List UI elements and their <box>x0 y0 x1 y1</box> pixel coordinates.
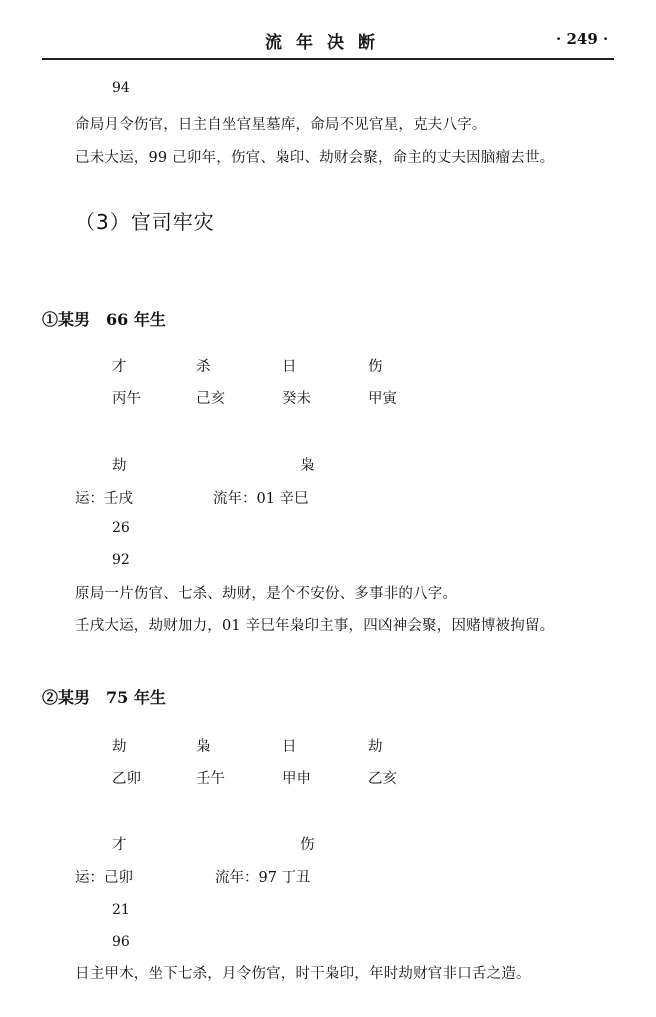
case-2-annual-pillar: 流年：97 丁丑 <box>215 870 311 886</box>
case-2-number-2: 96 <box>112 934 130 950</box>
case-2-luck-pillar: 运：己卯 <box>75 870 133 886</box>
case-2-number-1: 21 <box>112 902 130 918</box>
case-2-god-2: 枭 <box>196 739 211 755</box>
case-1-annual-pillar: 流年：01 辛巳 <box>213 491 309 507</box>
case-1-luck-pillar: 运：壬戌 <box>75 491 133 507</box>
case-2-god-3: 日 <box>282 739 297 755</box>
case-1-pillar-day: 癸未 <box>282 391 311 407</box>
case-2-pillar-year: 乙卯 <box>112 771 141 787</box>
case-2-year-god: 伤 <box>300 837 315 853</box>
case-1-god-3: 日 <box>282 359 297 375</box>
case-2-luck-god: 才 <box>112 837 127 853</box>
case-2-line-1: 日主甲木，坐下七杀，月令伤官，时干枭印，年时劫财官非口舌之造。 <box>75 966 531 982</box>
case-1-number-2: 92 <box>112 552 130 568</box>
page-number: · 249 · <box>556 30 609 48</box>
case-1-line-1: 原局一片伤官、七杀、劫财，是个不安份、多事非的八字。 <box>75 586 458 602</box>
intro-line-1: 命局月令伤官，日主自坐官星墓库，命局不见官星，克夫八字。 <box>75 117 487 133</box>
case-1-pillar-hour: 甲寅 <box>368 391 397 407</box>
running-header-title: 流年决断 <box>265 33 389 53</box>
case-1-luck-god: 劫 <box>112 458 127 474</box>
case-1-number-1: 26 <box>112 520 130 536</box>
case-2-god-4: 劫 <box>368 739 383 755</box>
case-1-god-4: 伤 <box>368 359 383 375</box>
case-2-heading: ②某男 75 年生 <box>42 688 166 707</box>
case-1-pillar-year: 丙午 <box>112 391 141 407</box>
case-1-year-god: 枭 <box>300 458 315 474</box>
intro-line-2: 己未大运，99 己卯年，伤官、枭印、劫财会聚，命主的丈夫因脑瘤去世。 <box>75 150 555 166</box>
header-rule <box>42 58 614 60</box>
case-1-god-1: 才 <box>112 359 127 375</box>
case-2-pillar-month: 壬午 <box>196 771 225 787</box>
case-1-line-2: 壬戌大运，劫财加力，01 辛巳年枭印主事，四凶神会聚，因赌博被拘留。 <box>75 618 555 634</box>
case-2-god-1: 劫 <box>112 739 127 755</box>
case-1-pillar-month: 己亥 <box>196 391 225 407</box>
section-title: （3）官司牢灾 <box>75 210 215 234</box>
case-2-pillar-day: 甲申 <box>282 771 311 787</box>
intro-number: 94 <box>112 80 130 96</box>
case-1-heading: ①某男 66 年生 <box>42 310 166 329</box>
case-1-god-2: 杀 <box>196 359 211 375</box>
case-2-pillar-hour: 乙亥 <box>368 771 397 787</box>
